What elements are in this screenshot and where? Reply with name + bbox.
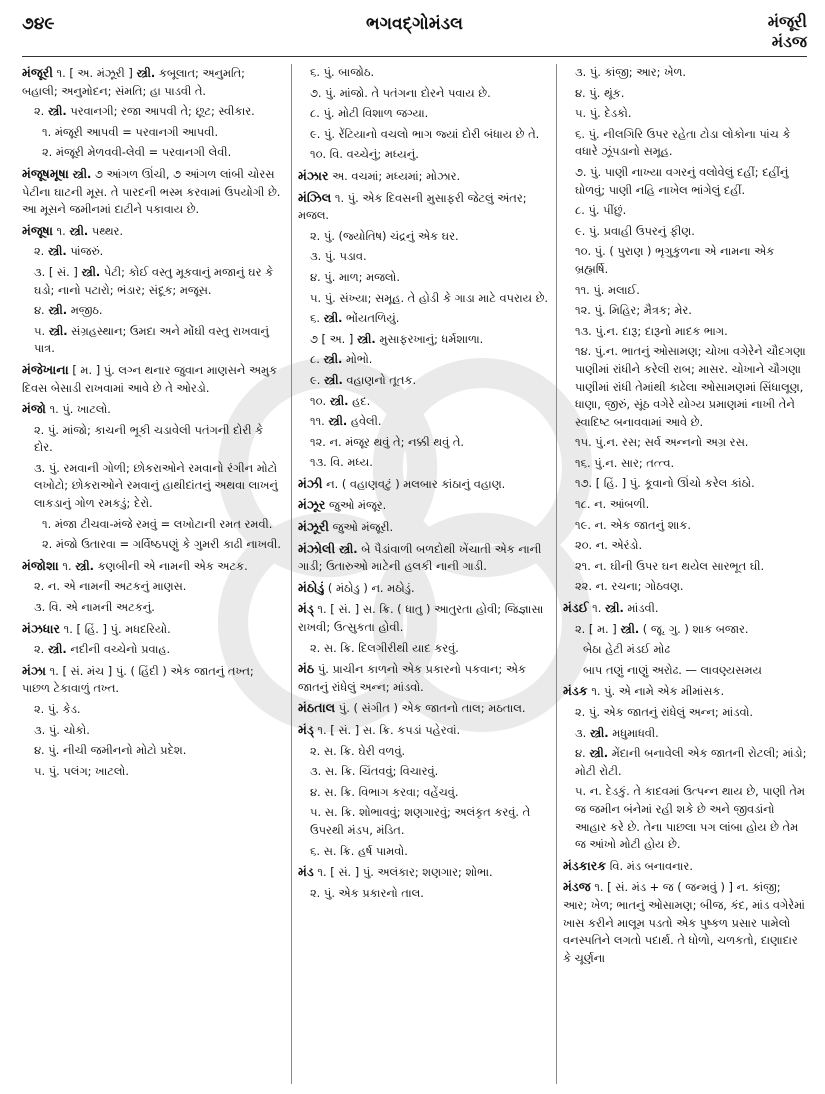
dictionary-entry bbox=[298, 721, 550, 740]
entry-text: ૩. વિ. એ નામની અટકનું. bbox=[34, 600, 155, 615]
headword: મંડજ bbox=[563, 879, 591, 895]
dictionary-entry bbox=[22, 264, 284, 299]
dictionary-entry bbox=[22, 144, 284, 162]
dictionary-entry bbox=[563, 599, 807, 618]
page-title: ભગવદ્ગોમંડલ bbox=[366, 14, 463, 34]
entry-text: ૧. [ અ. મંઝૂરી ] bbox=[52, 66, 137, 80]
dictionary-entry bbox=[563, 223, 807, 241]
dictionary-entry bbox=[22, 536, 284, 554]
entry-text: ૯. પું. પ્રવાહી ઉપરનું ફીણ. bbox=[575, 223, 695, 238]
headword: મંઠ bbox=[298, 661, 315, 677]
dictionary-entry bbox=[22, 763, 284, 781]
dictionary-entry bbox=[298, 600, 550, 636]
dictionary-entry bbox=[298, 331, 550, 349]
entry-text: ૨. સ. ક્રિ. દિલગીરીથી યાદ કરવું. bbox=[310, 640, 459, 655]
entry-text: હવેલી. bbox=[347, 414, 382, 429]
entry-text: ૬. સ. ક્રિ. હર્ષ પામવો. bbox=[310, 843, 408, 858]
dictionary-entry bbox=[563, 64, 807, 82]
dictionary-entry bbox=[563, 682, 807, 701]
dictionary-entry bbox=[563, 517, 807, 535]
column-3 bbox=[563, 64, 807, 1088]
entry-text: ૩. [ સં. ] bbox=[34, 264, 82, 279]
dictionary-entry bbox=[22, 124, 284, 142]
dictionary-entry bbox=[298, 126, 550, 144]
dictionary-entry bbox=[298, 804, 550, 839]
entry-text: ૪. પું. થૂંક. bbox=[575, 85, 625, 100]
dictionary-entry bbox=[298, 248, 550, 266]
entry-text: પેટી; કોઈ વસ્તુ મૂકવાનું મજાનું ઘર કે ઘડો; નાનો પટારો; ભંડાર; સંદૂક; મજૂસ. bbox=[34, 264, 274, 297]
entry-text: ૪. bbox=[575, 746, 590, 761]
entry-text: સ્ત્રી. bbox=[75, 558, 95, 573]
entry-text: ૨. [ મ. ] bbox=[575, 621, 621, 636]
entry-text: ૨. મંજો ઉતારવા = ગર્વિષ્ઠપણું કે ગુમરી કાઢી નાખવી. bbox=[42, 537, 281, 552]
dictionary-entry bbox=[563, 85, 807, 103]
column-2 bbox=[298, 64, 550, 1088]
entry-text: સ્ત્રી. bbox=[47, 642, 67, 657]
entry-text: ૧૭. [ હિં. ] પું. કૂવાનો ઊંચો કરેલ કાંઠો. bbox=[575, 476, 755, 491]
entry-text: ૭ આંગળ ઊંચી, ૭ આંગળ લાંબી ચોરસ પેટીના ઘાટની મૂસ. તે પારદની ભસ્મ કરવામાં ઉપયોગી છે. આ મૂસને જમીનમાં દાટીને પકાવાય છે. bbox=[22, 166, 281, 217]
dictionary-entry bbox=[298, 413, 550, 431]
entry-text: ૩. પું. રમવાની ગોળી; છોકરાઓને રમવાનો રંગીન મોટો લખોટો; છોકરાઓને રમવાનું હાથીદાંતનું અથવા લાખનું લાકડાનું ગોળ રમકડું; દેરો. bbox=[34, 460, 278, 511]
entry-text: ૨. ન. એ નામની અટકનું માણસ. bbox=[34, 579, 187, 594]
dictionary-entry bbox=[563, 243, 807, 278]
headword: મંઠોડું bbox=[298, 579, 325, 595]
entry-text: ૧. [ હિં. ] પું. મધદરિયો. bbox=[60, 621, 171, 636]
entry-text: ૯. પું. રેંટિયાનો વચલો ભાગ જ્યાં દોરી બંધાય છે તે. bbox=[310, 126, 540, 141]
dictionary-entry bbox=[298, 146, 550, 164]
entry-text: મોભો. bbox=[342, 352, 373, 367]
entry-text: ૭ [ અ. ] bbox=[310, 331, 357, 346]
entry-text: હદ. bbox=[348, 393, 371, 408]
entry-text: ૬. પું. બાજોઠ. bbox=[310, 65, 375, 79]
dictionary-entry bbox=[22, 701, 284, 719]
dictionary-entry bbox=[563, 126, 807, 161]
headword: મંડ bbox=[298, 864, 314, 880]
dictionary-entry bbox=[563, 434, 807, 452]
entry-text: સ્ત્રી. bbox=[48, 303, 68, 318]
dictionary-entry bbox=[298, 228, 550, 246]
dictionary-entry bbox=[563, 302, 807, 320]
headword: મંઝોલી bbox=[298, 540, 336, 556]
dictionary-entry bbox=[298, 351, 550, 369]
entry-text: સ્ત્રી. bbox=[47, 104, 67, 119]
dictionary-entry bbox=[298, 167, 550, 186]
column-1 bbox=[22, 64, 284, 1088]
entry-text: પું. પ્રાચીન કાળનો એક પ્રકારનો પકવાન; એક જાતનું રાંધેલું અન્ન; માંડવો. bbox=[298, 662, 526, 694]
entry-text: ૩. bbox=[575, 725, 590, 740]
dictionary-entry bbox=[298, 699, 550, 718]
dictionary-entry bbox=[22, 722, 284, 740]
entry-text: સ્ત્રી. bbox=[48, 323, 68, 338]
entry-text: સ્ત્રી. bbox=[323, 352, 343, 367]
dictionary-entry bbox=[298, 743, 550, 761]
headword: મંઝિલ bbox=[298, 189, 332, 205]
dictionary-entry bbox=[22, 662, 284, 698]
dictionary-entry bbox=[22, 578, 284, 596]
entry-text: ૧. [ સં. મંચ ] પું. ( હિંદી ) એક જાતનું તખ્ત; પાછળ ટેકાવાળું તખ્ત. bbox=[22, 663, 254, 696]
dictionary-entry bbox=[298, 540, 550, 576]
entry-text: સ્ત્રી. bbox=[620, 621, 640, 636]
entry-text: ૨૨. ન. રચના; ગોઠવણ. bbox=[575, 579, 684, 594]
headword: મંઝી bbox=[298, 475, 323, 491]
entry-text: ૩. પું. ચોકો. bbox=[34, 722, 90, 737]
entry-text: વહાણનો તૂતક. bbox=[342, 372, 417, 387]
dictionary-entry bbox=[22, 165, 284, 219]
dictionary-entry bbox=[22, 460, 284, 513]
entry-text: ૨. મંજૂરી મેળવવી-લેવી = પરવાનગી લેવી. bbox=[42, 145, 232, 160]
entry-text: ૨. પું. માંજો; કાચની ભૂકી ચડાવેલી પતંગની દોરી કે દોર. bbox=[34, 422, 264, 455]
entry-text: સ્ત્રી. bbox=[338, 541, 358, 556]
dictionary-entry bbox=[298, 660, 550, 696]
entry-text: પથ્થર. bbox=[88, 223, 124, 238]
entry-text: સ્ત્રી. bbox=[328, 414, 348, 429]
dictionary-entry bbox=[22, 323, 284, 358]
entry-text: સ્ત્રી. bbox=[81, 264, 101, 279]
entry-text: ૨. પું. એક પ્રકારનો તાલ. bbox=[310, 885, 424, 900]
dictionary-entry bbox=[22, 400, 284, 419]
dictionary-entry bbox=[22, 742, 284, 760]
dictionary-entry bbox=[298, 763, 550, 781]
entry-text: મેંદાની બનાવેલી એક જાતની રોટલી; માંડો; મોટી રોટી. bbox=[575, 746, 807, 778]
dictionary-entry bbox=[563, 496, 807, 514]
headword: મંજોશા bbox=[22, 557, 59, 573]
entry-text: ૩. પું. પડાવ. bbox=[310, 249, 367, 264]
entry-text: ન. ( વહાણવટું ) મલબાર કાંઠાનું વહાણ. bbox=[322, 476, 506, 491]
dictionary-entry bbox=[298, 290, 550, 308]
dictionary-entry bbox=[563, 323, 807, 341]
entry-text: ૩. સ. ક્રિ. ચિંતવવું; વિચારવું. bbox=[310, 764, 439, 779]
entry-text: ૫. ન. દેડકું. તે કાદવમાં ઉત્પન્ન થાય છે, પાણી તેમ જ જમીન બંનેમાં રહી શકે છે અને જીવડાંનો આહાર કરે છે. તેના પાછલા પગ લાંબા હોય છે તેમ જ આંખો મોટી હોય છે. bbox=[575, 784, 805, 852]
entry-text: સ્ત્રી. bbox=[324, 372, 343, 387]
headword: મંજો bbox=[22, 401, 46, 417]
entry-text: ૫. bbox=[34, 323, 49, 338]
column-divider bbox=[291, 64, 292, 1084]
dictionary-entry bbox=[22, 361, 284, 397]
entry-text: ( જૂ. ગુ. ) શાક બજાર. bbox=[639, 621, 749, 636]
dictionary-entry bbox=[563, 202, 807, 220]
headword: મંડ્ bbox=[298, 601, 314, 617]
dictionary-entry bbox=[563, 282, 807, 300]
dictionary-entry bbox=[22, 599, 284, 617]
entry-text: ૧. bbox=[58, 558, 76, 573]
entry-text: બાપ તણું નાણું અરોઢ. — લાવણ્યસમય bbox=[583, 662, 762, 677]
entry-text: કણબીની એ નામની એક અટક. bbox=[94, 558, 248, 573]
dictionary-entry bbox=[563, 578, 807, 596]
entry-text: ૩. પું. કાંજી; આર; ખેળ. bbox=[575, 65, 686, 79]
entry-text: જુઓ મંજૂરી. bbox=[329, 520, 394, 535]
dictionary-entry bbox=[563, 537, 807, 555]
headword: મંડ્ bbox=[298, 722, 314, 737]
entry-text: ૮. bbox=[310, 352, 324, 367]
entry-text: ૧૦. વિ. વચ્ચેનું; મધ્યનું. bbox=[310, 147, 419, 162]
entry-text: ૪. પું. માળ; મજલો. bbox=[310, 269, 401, 284]
entry-text: ૧૧. પું. મલાઈ. bbox=[575, 282, 640, 297]
dictionary-entry bbox=[298, 269, 550, 287]
entry-text: બે પૈડાંવાળી બળદોથી ખેંચાતી એક નાની ગાડી; ઉતારુઓ માટેની હલકી નાની ગાડી. bbox=[298, 541, 542, 574]
dictionary-entry bbox=[298, 189, 550, 225]
dictionary-entry bbox=[22, 557, 284, 576]
headword: મંડકારક bbox=[563, 857, 607, 873]
dictionary-entry bbox=[22, 516, 284, 534]
dictionary-entry bbox=[563, 745, 807, 780]
dictionary-entry bbox=[22, 103, 284, 121]
dictionary-entry bbox=[298, 454, 550, 472]
entry-text: ૧૯. ન. એક જાતનું શાક. bbox=[575, 517, 691, 532]
entry-text: ૧. [ સં. ] પું. અલંકાર; શણગાર; શોભા. bbox=[313, 865, 493, 880]
entry-text: સ્ત્રી. bbox=[323, 311, 343, 326]
entry-text: ૧. bbox=[588, 601, 605, 616]
entry-text: ૨. પું. (જ્યોતિષ) ચંદ્રનું એક ઘર. bbox=[310, 228, 459, 243]
headword: મંજૂષા bbox=[22, 222, 53, 238]
entry-text: ૫. પું. દેડકો. bbox=[575, 106, 632, 121]
dictionary-entry bbox=[563, 558, 807, 576]
entry-text: ભોંયતળિયું. bbox=[342, 311, 400, 326]
dictionary-entry bbox=[298, 393, 550, 411]
dictionary-entry bbox=[22, 641, 284, 659]
entry-text: ૫. સ. ક્રિ. શોભાવવું; શણગારવું; અલંકૃત કરવું. તે ઉપરથી મંડપ, મંડિત. bbox=[310, 805, 531, 837]
entry-text: ૧૦. પું. ( પુરાણ ) ભૃગુકુળના એ નામના એક બ્રહ્મર્ષિ. bbox=[575, 244, 775, 276]
entry-text: ૧૮. ન. આંબળી. bbox=[575, 497, 650, 512]
entry-text: પું. ( સંગીત ) એક જાતનો તાલ; મઠતાલ. bbox=[335, 701, 526, 716]
entry-text: ૨. પું. એક જાતનું રાંધેલું અન્ન; માંડવો. bbox=[575, 705, 754, 719]
entry-text: સંગ્રહસ્થાન; ઉમદા અને મોંઘી વસ્તુ રાખવાનું પાત્ર. bbox=[34, 323, 270, 356]
column-divider bbox=[556, 64, 557, 1084]
entry-text: ૨. bbox=[34, 104, 48, 119]
dictionary-entry bbox=[22, 620, 284, 639]
entry-text: સ્ત્રી. bbox=[136, 66, 156, 80]
headword: મંઝાર bbox=[298, 167, 329, 183]
dictionary-entry bbox=[563, 662, 807, 680]
entry-text: બેઠા હેટી મંડઈ મોઢ bbox=[583, 642, 671, 657]
entry-text: ૯. bbox=[310, 372, 324, 387]
entry-text: ૧૧. bbox=[310, 414, 329, 429]
dictionary-entry bbox=[298, 579, 550, 598]
dictionary-entry bbox=[298, 885, 550, 903]
dictionary-entry bbox=[298, 372, 550, 390]
entry-text: ૨. bbox=[34, 244, 48, 259]
headword: મંઝૂરી bbox=[298, 519, 330, 535]
entry-text: સ્ત્રી. bbox=[329, 393, 349, 408]
entry-text: ૬. bbox=[310, 311, 324, 326]
entry-text: સ્ત્રી. bbox=[604, 601, 624, 616]
entry-text: ૨૦. ન. એરંડો. bbox=[575, 538, 643, 553]
entry-text: મુસાફરખાનું; ધર્મશાળા. bbox=[375, 331, 484, 346]
dictionary-entry bbox=[298, 518, 550, 537]
entry-text: ૭. પું. પાણી નાખ્યા વગરનું વલોવેલું દહીં; દહીંનું ઘોળવું; પાણી નહિ નાખેલ ભાંગેલું દહીં. bbox=[575, 164, 789, 197]
entry-text: ૪. સ. ક્રિ. વિભાગ કરવા; વહેંચવું. bbox=[310, 784, 459, 799]
entry-text: ૫. પું. પલંગ; ખાટલો. bbox=[34, 763, 129, 778]
headword: મંજૂરી bbox=[22, 65, 53, 80]
entry-text: ૧. મંજા ટીચવા-મંજે રમવું = લખોટાની રમત રમવી. bbox=[42, 516, 273, 531]
entry-text: [ મ. ] પું. લગ્ન થનાર જુવાન માણસને અમુક દિવસ બેસાડી રાખવામાં આવે છે તે ઓરડો. bbox=[22, 362, 278, 395]
entry-text: ૧. પું. એક દિવસની મુસાફરી જેટલું અંતર; મજલ. bbox=[298, 190, 527, 223]
dictionary-entry bbox=[298, 434, 550, 452]
guide-words bbox=[768, 12, 807, 52]
entry-text: ૨. સ. ક્રિ. ઘેરી વળવું. bbox=[310, 743, 406, 758]
entry-text: ૧૫. પું.ન. રસ; સર્વ અન્નનો અગ્ર રસ. bbox=[575, 435, 749, 450]
entry-text: સ્ત્રી. bbox=[589, 725, 609, 740]
dictionary-entry bbox=[298, 475, 550, 494]
page-number: ૭૪૯ bbox=[22, 14, 55, 34]
dictionary-entry bbox=[563, 343, 807, 431]
entry-text: ૧. [ સં. મંડ + જ ( જન્મવું ) ] ન. કાંજી; આર; ખેળ; ભાતનું ઓસામણ; બીજ, કંદ, માંડ વગેરેમાં ખાસ કરીને માલૂમ પડતો એક પુષ્કળ પ્રસાર પામેલો વનસ્પતિને લગતો પદાર્થ. તે ધોળો, ચળકતો, દાણાદાર કે ચૂર્ણના bbox=[563, 880, 805, 965]
entry-text: પરવાનગી; રજા આપવી તે; છૂટ; સ્વીકાર. bbox=[66, 104, 255, 119]
entry-text: મધુમાધવી. bbox=[608, 725, 659, 740]
dictionary-entry bbox=[298, 640, 550, 658]
entry-text: ૧. bbox=[52, 223, 70, 238]
dictionary-entry bbox=[563, 704, 807, 722]
headword: મંઝૂર bbox=[298, 497, 326, 513]
entry-text: ( મંઠોડુ ) ન. મઠોડું. bbox=[324, 580, 415, 595]
entry-text: માંડવી. bbox=[623, 601, 659, 616]
entry-text: ૪. bbox=[34, 303, 49, 318]
headword: મંઝા bbox=[22, 662, 46, 678]
dictionary-entry bbox=[298, 863, 550, 882]
dictionary-entry bbox=[563, 783, 807, 853]
entry-text: જુઓ મંજૂર. bbox=[325, 498, 387, 513]
dictionary-entry bbox=[22, 422, 284, 457]
entry-text: ૧૦. bbox=[310, 393, 330, 408]
entry-text: ૧૩. પું.ન. દારૂ; દારૂનો માદક ભાગ. bbox=[575, 323, 728, 338]
entry-text: સ્ત્રી. bbox=[47, 244, 67, 259]
entry-text: ૧. [ સં. ] સ. ક્રિ. કપડાં પહેરવાં. bbox=[313, 723, 461, 737]
dictionary-entry bbox=[563, 641, 807, 659]
entry-text: કબૂલાત; અનુમતિ; બહાલી; અનુમોદન; સંમતિ; હા પાડવી તે. bbox=[22, 66, 245, 98]
entry-text: ૧૨. ન. મંજૂર થવું તે; નક્કી થવું તે. bbox=[310, 434, 465, 449]
dictionary-entry bbox=[563, 621, 807, 639]
dictionary-entry bbox=[563, 878, 807, 967]
dictionary-entry bbox=[563, 455, 807, 473]
headword: મંડઈ bbox=[563, 600, 589, 616]
guide-word-top: મંજૂરી bbox=[767, 12, 807, 31]
entry-text: ૮. પું. પીંછું. bbox=[575, 203, 627, 218]
entry-text: ૨. પું. કેડ. bbox=[34, 702, 81, 716]
entry-text: પાંજરું. bbox=[66, 244, 104, 259]
dictionary-entry bbox=[22, 243, 284, 261]
headword: મંઠતાલ bbox=[298, 700, 336, 716]
dictionary-entry bbox=[22, 302, 284, 320]
entry-text: ૪. પું. નીચી જમીનનો મોટો પ્રદેશ. bbox=[34, 743, 187, 758]
entry-text: ૨૧. ન. ઘીની ઉપર ઘન થયેલ સારભૂત ઘી. bbox=[575, 558, 765, 573]
entry-text: ૧૨. પું. મિહિર; મૈત્રક; મેર. bbox=[575, 303, 692, 318]
entry-text: ૨. bbox=[34, 642, 48, 657]
entry-text: ૬. પું. નીલગિરિ ઉપર રહેતા ટોડા લોકોના પાંચ કે વધારે ઝૂંપડાનો સમૂહ. bbox=[575, 126, 791, 159]
dictionary-entry bbox=[563, 164, 807, 199]
entry-text: ૧૪. પું.ન. ભાતનું ઓસામણ; ચોખા વગેરેને ચૌદગણા પાણીમાં રાંધીને કરેલી રાબ; માસર. ચોખાને ચૌગણા પાણીમાં રાંધી તેમાંથી કાઢેલા ઓસામણમાં સિંધાલૂણ, ધાણા, જીરું, સૂંઠ વગેરે યોગ્ય પ્રમાણમાં નાખી તેને સ્વાદિષ્ટ બનાવવામાં આવે છે. bbox=[575, 344, 806, 429]
dictionary-entry bbox=[563, 857, 807, 876]
entry-text: સ્ત્રી. bbox=[69, 223, 89, 238]
headword: મંજૂષમૂષા bbox=[22, 165, 69, 181]
entry-text: ૫. પું. સંખ્યા; સમૂહ. તે હોડી કે ગાડા માટે વપરાય છે. bbox=[310, 290, 548, 305]
entry-text: વિ. મંડ બનાવનાર. bbox=[606, 858, 693, 873]
dictionary-entry bbox=[298, 843, 550, 861]
entry-text: સ્ત્રી. bbox=[72, 166, 92, 181]
header-rule bbox=[22, 56, 807, 57]
entry-text: ૧. પું. એ નામે એક મીમાંસક. bbox=[587, 684, 725, 699]
entry-text: મજીઠ. bbox=[67, 303, 103, 318]
entry-text: ૮. પું. મોટી વિશાળ જગ્યા. bbox=[310, 106, 429, 121]
dictionary-entry bbox=[563, 475, 807, 493]
dictionary-entry bbox=[22, 222, 284, 241]
headword: મંજેખાના bbox=[22, 361, 69, 377]
guide-word-bottom: મંડજ bbox=[771, 32, 807, 51]
dictionary-entry bbox=[298, 310, 550, 328]
entry-text: ૧૩. વિ. મધ્ય. bbox=[310, 455, 373, 470]
dictionary-entry bbox=[298, 105, 550, 123]
entry-text: ૧. મંજૂરી આપવી = પરવાનગી આપવી. bbox=[42, 124, 219, 139]
entry-text: નદીની વચ્ચેનો પ્રવાહ. bbox=[66, 642, 171, 657]
entry-text: સ્ત્રી. bbox=[356, 331, 376, 346]
headword: મંઝધાર bbox=[22, 620, 61, 636]
dictionary-entry bbox=[298, 64, 550, 82]
entry-text: ૭. પું. માંજો. તે પતંગના દોરને પવાય છે. bbox=[310, 85, 491, 100]
entry-text: ૧. [ સં. ] સ. ક્રિ. ( ધાતુ ) આતુરતા હોવી; જિજ્ઞાસા રાખવી; ઉત્સુકતા હોવી. bbox=[298, 602, 544, 635]
dictionary-entry bbox=[298, 85, 550, 103]
dictionary-entry bbox=[298, 784, 550, 802]
entry-text: ૧. પું. ખાટલો. bbox=[45, 402, 111, 417]
dictionary-entry bbox=[563, 725, 807, 743]
dictionary-entry bbox=[563, 105, 807, 123]
entry-text: ૧૬. પું.ન. સાર; તત્ત્વ. bbox=[575, 455, 675, 470]
headword: મંડક bbox=[563, 683, 588, 699]
dictionary-entry bbox=[298, 496, 550, 515]
dictionary-entry bbox=[22, 64, 284, 100]
entry-text: સ્ત્રી. bbox=[589, 746, 609, 761]
entry-text: અ. વચમાં; મધ્યમાં; મોઝાર. bbox=[328, 168, 461, 183]
